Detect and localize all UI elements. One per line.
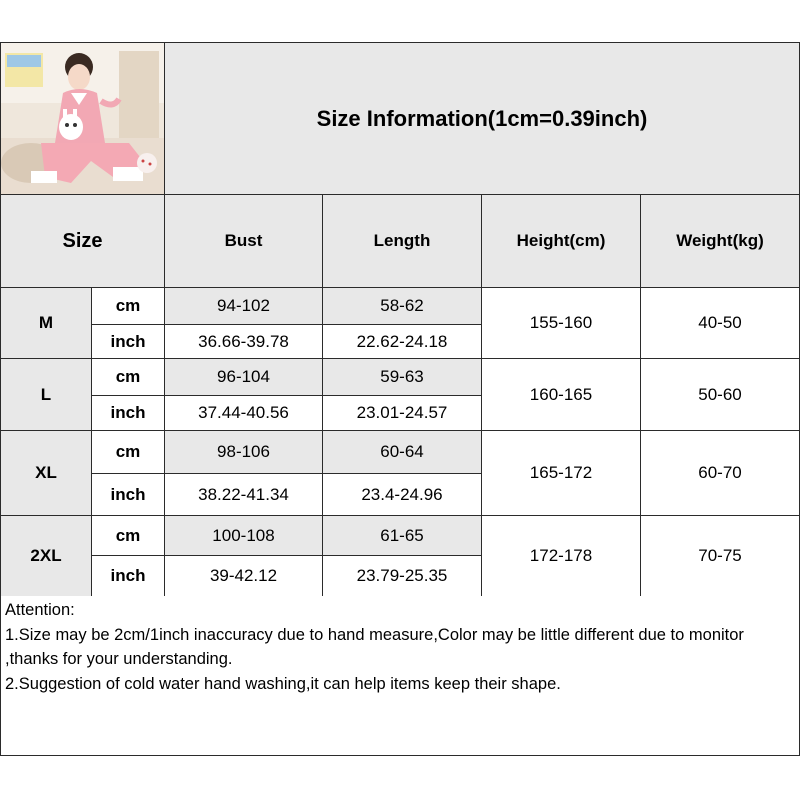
header-weight: Weight(kg) <box>640 194 800 288</box>
product-photo-illustration <box>1 43 165 195</box>
size-label-2xl: 2XL <box>0 515 92 597</box>
attention-notes <box>0 596 800 756</box>
length-inch-l: 23.01-24.57 <box>322 395 482 431</box>
height-l: 160-165 <box>481 358 641 431</box>
height-m: 155-160 <box>481 287 641 359</box>
unit-cm-m: cm <box>91 287 165 325</box>
height-xl: 165-172 <box>481 430 641 516</box>
bust-inch-xl: 38.22-41.34 <box>164 473 323 516</box>
length-cm-l: 59-63 <box>322 358 482 396</box>
chart-title: Size Information(1cm=0.39inch) <box>164 42 800 195</box>
length-cm-m: 58-62 <box>322 287 482 325</box>
length-inch-2xl: 23.79-25.35 <box>322 555 482 597</box>
header-height: Height(cm) <box>481 194 641 288</box>
attention-note-2: 2.Suggestion of cold water hand washing,it can help items keep their shape. <box>5 674 561 693</box>
unit-cm-xl: cm <box>91 430 165 474</box>
bust-inch-m: 36.66-39.78 <box>164 324 323 359</box>
unit-inch-l: inch <box>91 395 165 431</box>
bust-cm-m: 94-102 <box>164 287 323 325</box>
header-bust: Bust <box>164 194 323 288</box>
product-photo <box>0 42 165 195</box>
attention-heading: Attention: <box>5 601 75 619</box>
bust-inch-2xl: 39-42.12 <box>164 555 323 597</box>
weight-m: 40-50 <box>640 287 800 359</box>
bust-cm-xl: 98-106 <box>164 430 323 474</box>
size-label-xl: XL <box>0 430 92 516</box>
length-inch-m: 22.62-24.18 <box>322 324 482 359</box>
weight-l: 50-60 <box>640 358 800 431</box>
bust-cm-2xl: 100-108 <box>164 515 323 556</box>
unit-cm-2xl: cm <box>91 515 165 556</box>
length-cm-2xl: 61-65 <box>322 515 482 556</box>
header-size: Size <box>0 194 165 288</box>
unit-inch-m: inch <box>91 324 165 359</box>
height-2xl: 172-178 <box>481 515 641 597</box>
length-cm-xl: 60-64 <box>322 430 482 474</box>
size-label-m: M <box>0 287 92 359</box>
header-length: Length <box>322 194 482 288</box>
unit-cm-l: cm <box>91 358 165 396</box>
weight-xl: 60-70 <box>640 430 800 516</box>
weight-2xl: 70-75 <box>640 515 800 597</box>
unit-inch-2xl: inch <box>91 555 165 597</box>
attention-note-1: 1.Size may be 2cm/1inch inaccuracy due to hand measure,Color may be little different due to monitor ,thanks for your understanding. <box>5 625 744 668</box>
size-label-l: L <box>0 358 92 431</box>
bust-cm-l: 96-104 <box>164 358 323 396</box>
bust-inch-l: 37.44-40.56 <box>164 395 323 431</box>
length-inch-xl: 23.4-24.96 <box>322 473 482 516</box>
unit-inch-xl: inch <box>91 473 165 516</box>
